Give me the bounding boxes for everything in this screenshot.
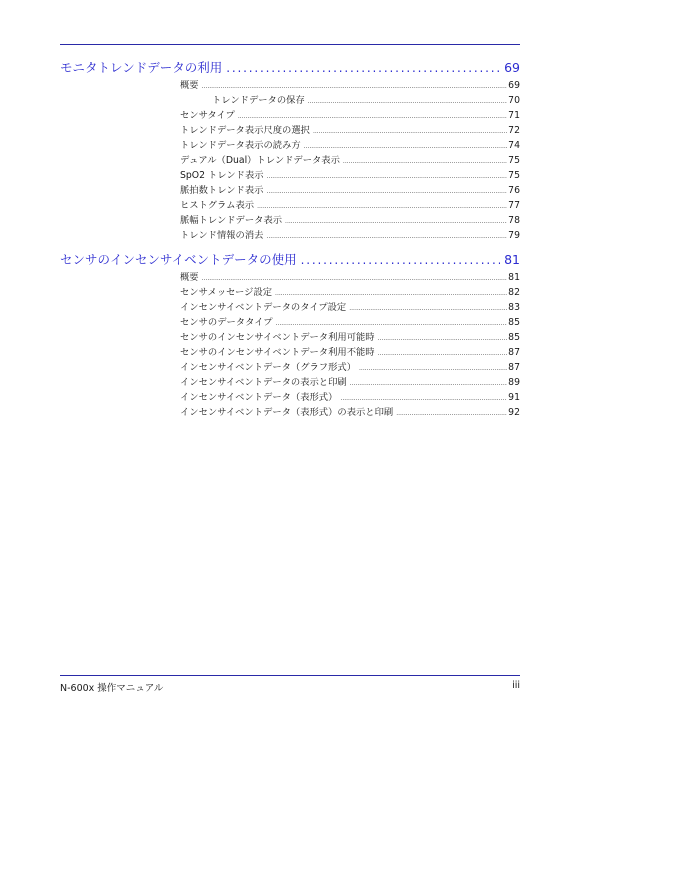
entry-title: 概要 bbox=[180, 272, 199, 283]
dot-leader bbox=[378, 350, 508, 357]
page-number: iii bbox=[512, 680, 520, 691]
entry-title: センサのインセンサイベントデータ利用可能時 bbox=[180, 332, 375, 343]
toc-entry[interactable] bbox=[180, 92, 520, 107]
entry-page-number: 83 bbox=[508, 302, 520, 313]
entry-title: 脈拍数トレンド表示 bbox=[180, 185, 264, 196]
dot-leader bbox=[275, 290, 507, 297]
entry-title: 概要 bbox=[180, 80, 199, 91]
dot-leader bbox=[238, 113, 507, 120]
toc-entry[interactable] bbox=[180, 344, 520, 359]
entry-page-number: 85 bbox=[508, 332, 520, 343]
dot-leader bbox=[285, 218, 507, 225]
dot-leader bbox=[308, 98, 507, 105]
entry-title: センサのインセンサイベントデータ利用不能時 bbox=[180, 347, 375, 358]
entry-title: センサのデータタイプ bbox=[180, 317, 273, 328]
entry-page-number: 92 bbox=[508, 407, 520, 418]
entry-page-number: 69 bbox=[508, 80, 520, 91]
entry-page-number: 87 bbox=[508, 347, 520, 358]
entry-title: インセンサイベントデータの表示と印刷 bbox=[180, 377, 347, 388]
entry-title: トレンドデータの保存 bbox=[212, 95, 305, 106]
toc-entry[interactable] bbox=[180, 404, 520, 419]
dot-leader bbox=[276, 320, 508, 327]
entry-title: インセンサイベントデータのタイプ設定 bbox=[180, 302, 347, 313]
entry-title: トレンドデータ表示尺度の選択 bbox=[180, 125, 310, 136]
entry-title: SpO2 トレンド表示 bbox=[180, 170, 264, 181]
toc-entry[interactable] bbox=[180, 152, 520, 167]
entry-title: センサタイプ bbox=[180, 110, 235, 121]
toc-entry[interactable] bbox=[180, 359, 520, 374]
entry-page-number: 81 bbox=[508, 272, 520, 283]
entry-page-number: 79 bbox=[508, 230, 520, 241]
entry-page-number: 70 bbox=[508, 95, 520, 106]
entry-page-number: 87 bbox=[508, 362, 520, 373]
toc-chapter-heading[interactable] bbox=[60, 58, 520, 76]
manual-name: N-600x 操作マニュアル bbox=[60, 683, 164, 694]
chapter-title: モニタトレンドデータの利用 bbox=[60, 60, 223, 75]
dot-leader bbox=[266, 233, 507, 240]
dot-leader bbox=[340, 395, 507, 402]
toc-entry[interactable] bbox=[180, 389, 520, 404]
toc-entry[interactable] bbox=[180, 314, 520, 329]
entry-page-number: 76 bbox=[508, 185, 520, 196]
toc-entry[interactable] bbox=[180, 197, 520, 212]
toc-chapter-heading[interactable] bbox=[60, 250, 520, 268]
toc-entry[interactable] bbox=[180, 167, 520, 182]
dot-leader bbox=[267, 173, 508, 180]
entry-page-number: 75 bbox=[508, 170, 520, 181]
entry-title: トレンドデータ表示の読み方 bbox=[180, 140, 301, 151]
entry-title: デュアル（Dual）トレンドデータ表示 bbox=[180, 155, 340, 166]
entry-page-number: 85 bbox=[508, 317, 520, 328]
dot-leader bbox=[202, 83, 508, 90]
entry-page-number: 71 bbox=[508, 110, 520, 121]
dot-leader bbox=[343, 158, 507, 165]
chapter-page-number: 69 bbox=[504, 60, 520, 75]
toc-entry-list bbox=[180, 77, 520, 242]
toc-entry[interactable] bbox=[180, 182, 520, 197]
entry-title: 脈幅トレンドデータ表示 bbox=[180, 215, 283, 226]
entry-page-number: 91 bbox=[508, 392, 520, 403]
dot-leader bbox=[349, 305, 507, 312]
entry-page-number: 82 bbox=[508, 287, 520, 298]
entry-title: インセンサイベントデータ（表形式） bbox=[180, 392, 338, 403]
dot-leader bbox=[359, 365, 507, 372]
toc-entry[interactable] bbox=[180, 299, 520, 314]
entry-title: インセンサイベントデータ（表形式）の表示と印刷 bbox=[180, 407, 394, 418]
toc-entry[interactable] bbox=[180, 374, 520, 389]
toc-entry[interactable] bbox=[180, 122, 520, 137]
toc-entry[interactable] bbox=[180, 227, 520, 242]
chapter-title: センサのインセンサイベントデータの使用 bbox=[60, 252, 297, 267]
toc-entry[interactable] bbox=[180, 329, 520, 344]
page-footer bbox=[60, 680, 520, 694]
chapter-page-number: 81 bbox=[504, 252, 520, 267]
toc-entry[interactable] bbox=[180, 137, 520, 152]
toc-entry-list bbox=[180, 269, 520, 419]
dot-leader bbox=[301, 253, 500, 267]
entry-page-number: 74 bbox=[508, 140, 520, 151]
toc-entry[interactable] bbox=[180, 107, 520, 122]
entry-page-number: 75 bbox=[508, 155, 520, 166]
entry-page-number: 77 bbox=[508, 200, 520, 211]
dot-leader bbox=[378, 335, 508, 342]
toc-entry[interactable] bbox=[180, 269, 520, 284]
dot-leader bbox=[202, 275, 508, 282]
dot-leader bbox=[266, 188, 507, 195]
entry-title: センサメッセージ設定 bbox=[180, 287, 273, 298]
entry-page-number: 78 bbox=[508, 215, 520, 226]
entry-page-number: 89 bbox=[508, 377, 520, 388]
toc-entry[interactable] bbox=[180, 77, 520, 92]
header-rule bbox=[60, 44, 520, 45]
dot-leader bbox=[350, 380, 507, 387]
toc-entry[interactable] bbox=[180, 212, 520, 227]
entry-title: トレンド情報の消去 bbox=[180, 230, 264, 241]
toc-entry[interactable] bbox=[180, 284, 520, 299]
footer-rule bbox=[60, 675, 520, 676]
dot-leader bbox=[304, 143, 508, 150]
dot-leader bbox=[313, 128, 507, 135]
dot-leader bbox=[396, 410, 507, 417]
entry-title: ヒストグラム表示 bbox=[180, 200, 255, 211]
entry-page-number: 72 bbox=[508, 125, 520, 136]
entry-title: インセンサイベントデータ（グラフ形式） bbox=[180, 362, 356, 373]
dot-leader bbox=[226, 61, 500, 75]
dot-leader bbox=[257, 203, 507, 210]
